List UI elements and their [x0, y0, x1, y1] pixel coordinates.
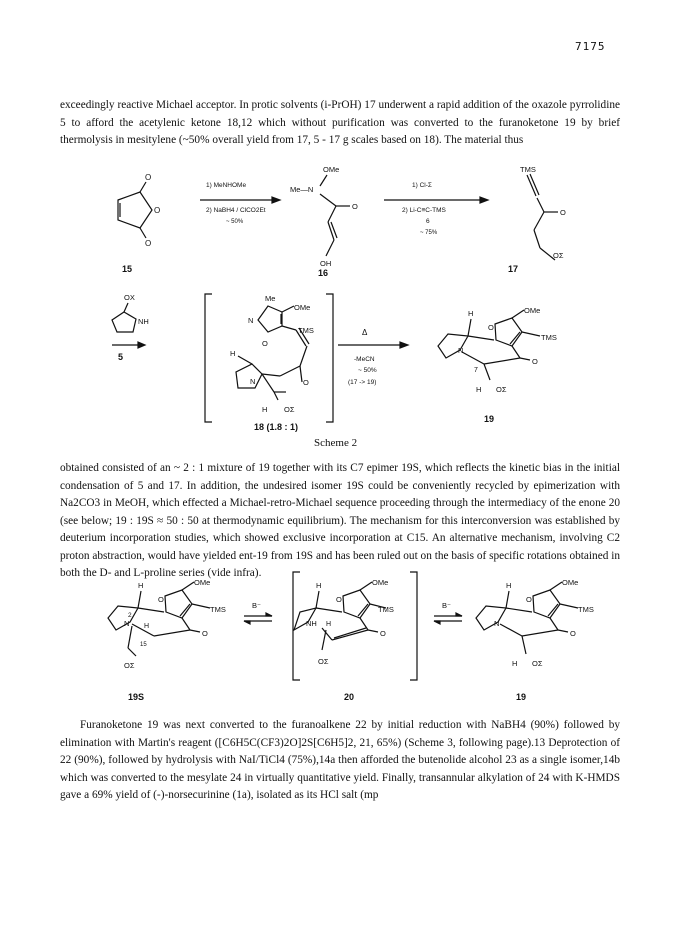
- svg-text:TMS: TMS: [378, 605, 394, 614]
- svg-text:OMe: OMe: [294, 303, 311, 312]
- compound-16: [290, 165, 358, 278]
- svg-text:O: O: [154, 206, 161, 215]
- svg-text:H: H: [468, 309, 474, 318]
- svg-text:~ 75%: ~ 75%: [420, 230, 438, 236]
- svg-text:OH: OH: [320, 259, 332, 268]
- svg-text:~ 50%: ~ 50%: [226, 219, 244, 225]
- paragraph-3: Furanoketone 19 was next converted to the furanoalkene 22 by initial reduction with NaBH4 (90%) followed by elimination with Martin's reagent ([C6H5C(CF3)2O]2S[C6H5]2, 21, 65%) (Scheme 3, following page).13 Deprotection of 22 (90%), followed by hydrolysis with NaI/TiCl4 (75%),14a then afforded the butenolide alcohol 23 as a single isomer,14b which was converted to the mesylate 24 in virtually quantitative yield. Finally, transannular alkylation of 24 with K-HMDS gave a 69% yield of (-)-norsecurinine (1a), isolated as its HCl salt (mp: [60, 719, 620, 801]
- scheme-2-caption: Scheme 2: [314, 437, 358, 449]
- svg-text:1) Cl-Σ: 1) Cl-Σ: [412, 182, 432, 189]
- svg-text:O: O: [158, 595, 164, 604]
- svg-text:Me—N: Me—N: [290, 185, 314, 194]
- compound-19s: [108, 578, 226, 702]
- svg-text:B⁻: B⁻: [252, 601, 261, 610]
- svg-text:TMS: TMS: [298, 326, 314, 335]
- svg-text:OX: OX: [124, 293, 135, 302]
- svg-text:H: H: [316, 581, 322, 590]
- label-18: 18 (1.8 : 1): [254, 422, 299, 432]
- equilibrium-arrow-1: [244, 601, 272, 624]
- page-number: 7175: [575, 40, 606, 53]
- svg-text:H: H: [144, 623, 150, 630]
- compound-20: [293, 572, 417, 702]
- svg-text:OΣ: OΣ: [124, 661, 135, 670]
- svg-text:O: O: [352, 202, 358, 211]
- svg-text:B⁻: B⁻: [442, 601, 451, 610]
- svg-text:O: O: [488, 323, 494, 332]
- compound-19: [438, 306, 557, 424]
- svg-text:~ 50%: ~ 50%: [358, 367, 377, 374]
- svg-text:NH: NH: [306, 619, 317, 628]
- svg-text:O: O: [570, 629, 576, 638]
- arrow-step-3: [338, 328, 408, 386]
- arrow-step-1: [200, 182, 280, 225]
- svg-text:TMS: TMS: [541, 333, 557, 342]
- compound-18: [205, 294, 333, 432]
- svg-text:O: O: [336, 595, 342, 604]
- svg-text:TMS: TMS: [578, 605, 594, 614]
- svg-text:N: N: [124, 619, 130, 628]
- svg-text:OΣ: OΣ: [553, 251, 564, 260]
- label-15: 15: [122, 264, 133, 274]
- compound-17: [508, 165, 566, 274]
- svg-text:N: N: [458, 346, 464, 355]
- equilibrium-scheme: [0, 568, 680, 708]
- svg-text:H: H: [138, 581, 144, 590]
- svg-text:O: O: [380, 629, 386, 638]
- label-17: 17: [508, 264, 519, 274]
- svg-text:OMe: OMe: [323, 165, 340, 174]
- svg-text:OΣ: OΣ: [496, 385, 507, 394]
- svg-text:O: O: [145, 173, 152, 182]
- svg-text:-MeCN: -MeCN: [354, 356, 375, 363]
- svg-text:1) MeNHOMe: 1) MeNHOMe: [206, 182, 247, 189]
- svg-text:OMe: OMe: [372, 578, 389, 587]
- svg-text:(17 -> 19): (17 -> 19): [348, 379, 377, 386]
- compound-15: [118, 173, 160, 274]
- svg-text:OMe: OMe: [562, 578, 579, 587]
- svg-text:H: H: [506, 581, 512, 590]
- svg-text:H: H: [512, 659, 518, 668]
- svg-text:OΣ: OΣ: [318, 657, 329, 666]
- svg-text:O: O: [532, 357, 538, 366]
- paragraph-2: obtained consisted of an ~ 2 : 1 mixture of 19 together with its C7 epimer 19S, which reflects the kinetic bias in the initial condensation of 5 and 17. In addition, the undesired isomer 19S could be conveniently recycled by epimerization with Na2CO3 in MeOH, which effected a Michael-retro-Michael sequence proceeding through the intermediacy of the enone 20 (see below; 19 : 19S ≈ 50 : 50 at thermodynamic equilibrium). The mechanism for this interconversion was established by deuterium incorporation studies, which showed exclusive incorporation at C15. An alternative mechanism, involving C2 proton abstraction, would have yielded ent-19 from 19S and has been ruled out on the basis of specific rotations obtained in both the D- and L-proline series (vide infra).: [60, 462, 620, 579]
- svg-text:N: N: [250, 377, 256, 386]
- label-19-right: 19: [516, 692, 527, 702]
- svg-text:OΣ: OΣ: [532, 659, 543, 668]
- label-16: 16: [318, 268, 329, 278]
- svg-text:6: 6: [426, 218, 430, 225]
- compound-19-right: [476, 578, 594, 702]
- svg-text:O: O: [262, 339, 268, 348]
- svg-text:15: 15: [140, 642, 147, 648]
- svg-text:TMS: TMS: [210, 605, 226, 614]
- compound-5: [112, 293, 149, 362]
- svg-text:TMS: TMS: [520, 165, 536, 174]
- svg-text:OMe: OMe: [524, 306, 541, 315]
- svg-text:O: O: [202, 629, 208, 638]
- label-5: 5: [118, 352, 124, 362]
- svg-text:N: N: [248, 316, 254, 325]
- svg-text:NH: NH: [138, 317, 149, 326]
- svg-text:H: H: [262, 405, 268, 414]
- label-20: 20: [344, 692, 355, 702]
- scheme-2: [0, 160, 680, 432]
- label-19s: 19S: [128, 692, 145, 702]
- svg-text:H: H: [476, 385, 482, 394]
- arrow-step-2: [384, 182, 488, 236]
- svg-text:Δ: Δ: [362, 328, 368, 337]
- svg-text:OΣ: OΣ: [284, 405, 295, 414]
- svg-text:O: O: [560, 208, 566, 217]
- svg-text:O: O: [145, 239, 152, 248]
- svg-text:2) NaBH4 / ClCO2Et: 2) NaBH4 / ClCO2Et: [206, 207, 266, 214]
- svg-text:N: N: [494, 619, 500, 628]
- svg-text:O: O: [526, 595, 532, 604]
- svg-text:2) Li-C≡C-TMS: 2) Li-C≡C-TMS: [402, 207, 446, 214]
- svg-text:2: 2: [128, 612, 132, 619]
- svg-text:H: H: [230, 349, 236, 358]
- equilibrium-arrow-2: [434, 601, 462, 624]
- svg-text:7: 7: [474, 367, 478, 374]
- svg-text:OMe: OMe: [194, 578, 211, 587]
- svg-text:Me: Me: [265, 294, 276, 303]
- label-19: 19: [484, 414, 495, 424]
- svg-text:O: O: [303, 378, 309, 387]
- paragraph-1: exceedingly reactive Michael acceptor. In protic solvents (i-PrOH) 17 underwent a rapid addition of the oxazole pyrrolidine 5 to afford the acetylenic ketone 18,12 which without purification was converted to the furanoketone 19 by brief thermolysis in mesitylene (~50% overall yield from 17, 5 - 17 g scales based on 18). The material thus: [60, 99, 620, 146]
- svg-text:H: H: [326, 621, 332, 628]
